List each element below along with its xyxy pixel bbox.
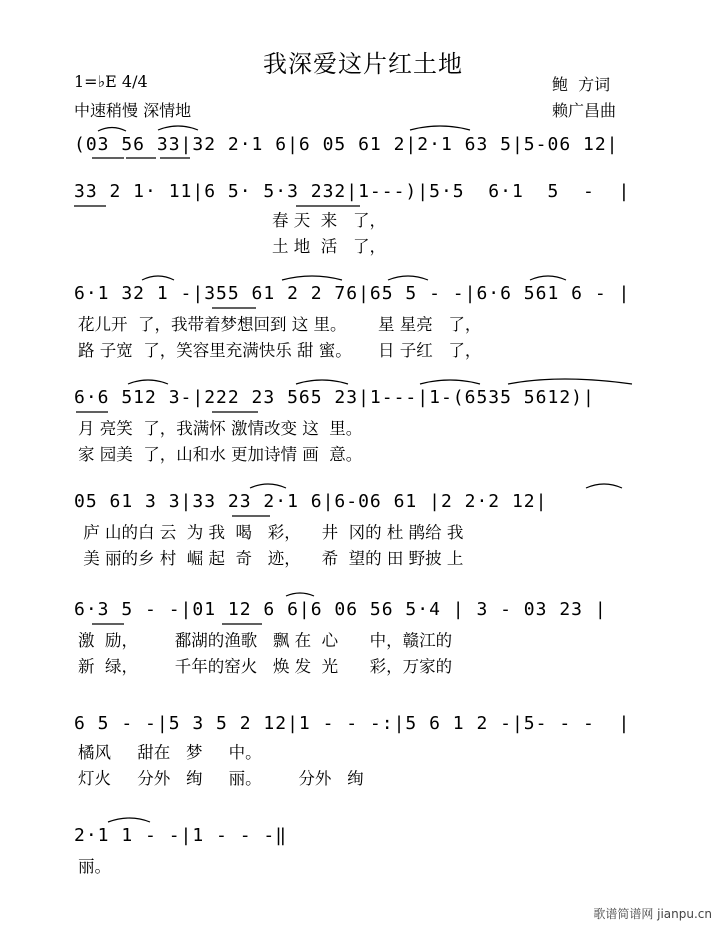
lyricist-credit: 鲍 方词 (552, 75, 611, 94)
lyrics-row-4-verse-1: 月 亮笑 了，我满怀 激情改变 这 里。 (78, 419, 363, 438)
notation-row-1: (03 56 33|32 2·1 6|6 05 61 2|2·1 63 5|5-06 12| (74, 134, 619, 155)
site-watermark: 歌谱简谱网 jianpu.cn (593, 907, 712, 921)
lyrics-row-3-verse-2: 路 子宽 了，笑容里充满快乐 甜 蜜。 日 子红 了， (78, 341, 482, 360)
notation-row-3: 6·1 32 1 -|355 61 2 2 76|65 5 - -|6·6 561 6 - | (74, 283, 631, 304)
lyrics-row-5-verse-2: 美 丽的乡 村 崛 起 奇 迹， 希 望的 田 野披 上 (78, 549, 464, 568)
lyrics-row-6-verse-2: 新 绿， 千年的窑火 焕 发 光 彩，万家的 (78, 657, 453, 676)
lyrics-row-3-verse-1: 花儿开 了，我带着梦想回到 这 里。 星 星亮 了， (78, 315, 482, 334)
tempo-marking: 中速稍慢 深情地 (74, 101, 192, 120)
notation-row-8: 2·1 1 - -|1 - - -‖ (74, 825, 288, 846)
key-meter: 1=♭E 4/4 (74, 72, 148, 91)
notation-row-6: 6·3 5 - -|01 12 6 6|6 06 56 5·4 | 3 - 03 23 | (74, 599, 607, 620)
lyrics-row-2-verse-1: 春 天 来 了， (78, 211, 387, 230)
notation-row-4: 6·6 512 3-|222 23 565 23|1---|1-(6535 5612)| (74, 387, 595, 408)
notation-row-2: 33 2 1· 11|6 5· 5·3 232|1---)|5·5 6·1 5 - | (74, 181, 631, 202)
lyrics-row-8-verse-1: 丽。 (78, 857, 111, 876)
composer-credit: 赖广昌曲 (552, 101, 617, 120)
notation-row-7: 6 5 - -|5 3 5 2 12|1 - - -:|5 6 1 2 -|5- - - | (74, 713, 631, 734)
song-title: 我深爱这片红土地 (263, 50, 463, 78)
lyrics-row-7-verse-1: 橘风 甜在 梦 中。 (78, 743, 262, 762)
lyrics-row-5-verse-1: 庐 山的白 云 为 我 喝 彩， 井 冈的 杜 鹃给 我 (78, 523, 464, 542)
lyrics-row-2-verse-2: 土 地 活 了， (78, 237, 387, 256)
lyrics-row-7-verse-2: 灯火 分外 绚 丽。 分外 绚 (78, 769, 364, 788)
lyrics-row-4-verse-2: 家 园美 了，山和水 更加诗情 画 意。 (78, 445, 363, 464)
lyrics-row-6-verse-1: 激 励， 鄱湖的渔歌 飘 在 心 中，赣江的 (78, 631, 453, 650)
notation-row-5: 05 61 3 3|33 23 2·1 6|6-06 61 |2 2·2 12| (74, 491, 548, 512)
